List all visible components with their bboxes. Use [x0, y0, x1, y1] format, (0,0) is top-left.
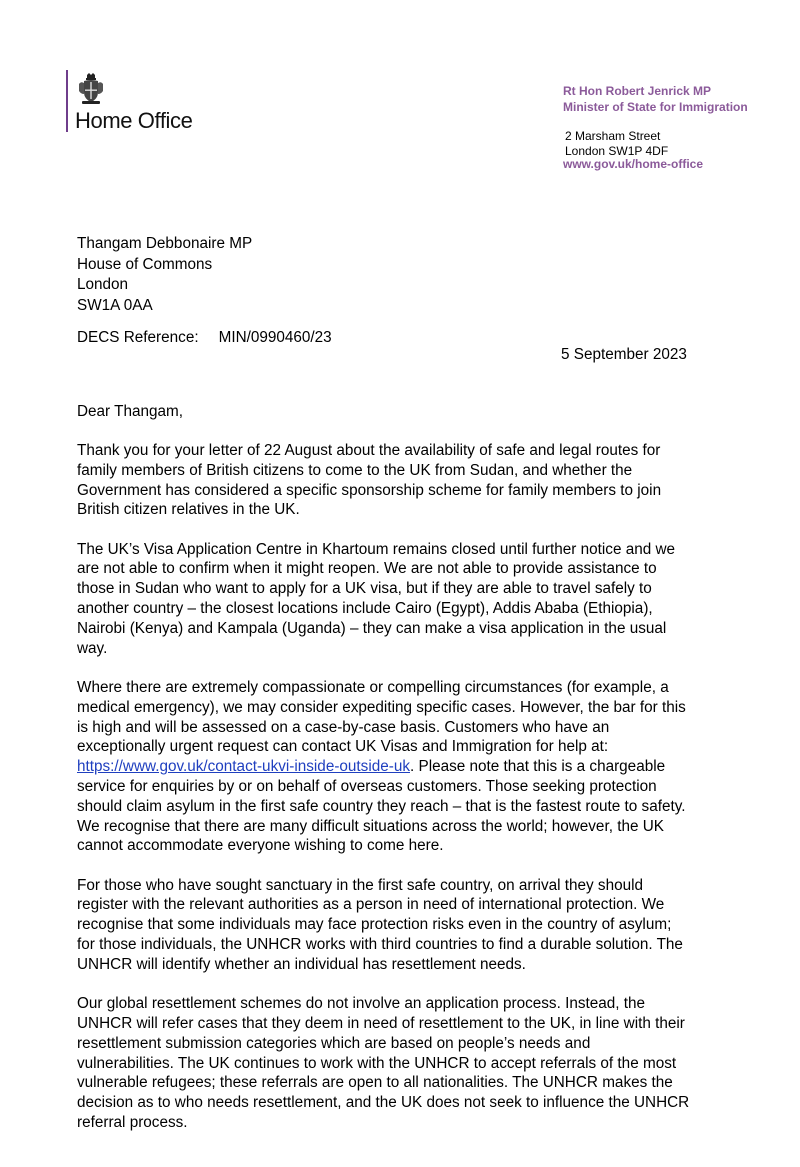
- text-line: way.: [77, 639, 108, 657]
- text-line: Nairobi (Kenya) and Kampala (Uganda) – they can make a visa application in the usual: [77, 619, 667, 637]
- recipient-postcode: SW1A 0AA: [77, 296, 153, 314]
- paragraph: [77, 540, 737, 659]
- minister-block: [563, 84, 748, 115]
- text-line: exceptionally urgent request can contact UK Visas and Immigration for help at:: [77, 738, 609, 756]
- decs-reference: [77, 329, 332, 347]
- text-line: For those who have sought sanctuary in the first safe country, on arrival they should: [77, 876, 643, 894]
- sender-address: [565, 129, 668, 159]
- recipient-address: [77, 234, 252, 316]
- letter-date: 5 September 2023: [561, 346, 687, 363]
- reference-value: MIN/0990460/23: [218, 329, 332, 346]
- address-line: London SW1P 4DF: [565, 144, 669, 158]
- text-line: family members of British citizens to come to the UK from Sudan, and whether the: [77, 461, 633, 479]
- text-line: Where there are extremely compassionate or compelling circumstances (for example, a: [77, 678, 669, 696]
- paragraph: [77, 678, 737, 856]
- ukvi-contact-link[interactable]: https://www.gov.uk/contact-ukvi-inside-outside-uk: [77, 758, 410, 776]
- text-line: recognise that some individuals may face protection risks even in the country of asylum;: [77, 916, 672, 934]
- text-line: cannot accommodate everyone wishing to come here.: [77, 837, 444, 855]
- reference-label: DECS Reference:: [77, 329, 199, 346]
- text-line: resettlement submission categories which are based on people’s needs and: [77, 1034, 591, 1052]
- address-line: 2 Marsham Street: [565, 129, 661, 143]
- text-line: register with the relevant authorities as a person in need of international protection. We: [77, 896, 665, 914]
- text-line: The UK’s Visa Application Centre in Khartoum remains closed until further notice and we: [77, 540, 676, 558]
- text-line: are not able to confirm when it might reopen. We are not able to provide assistance to: [77, 560, 657, 578]
- letter-body: [77, 441, 737, 1152]
- logo-text: Home Office: [75, 108, 193, 133]
- text-line: service for enquiries by or on behalf of overseas customers. Those seeking protection: [77, 777, 657, 795]
- text-line: UNHCR will refer cases that they deem in need of resettlement to the UK, in line with their: [77, 1014, 685, 1032]
- text-line: Thank you for your letter of 22 August about the availability of safe and legal routes for: [77, 442, 661, 459]
- website-link[interactable]: www.gov.uk/home-office: [563, 157, 704, 171]
- link-trailing-text: . Please note that this is a chargeable: [410, 758, 666, 776]
- text-line: [77, 757, 737, 777]
- logo-rule: [66, 70, 68, 132]
- text-line: vulnerable refugees; these referrals are open to all nationalities. The UNHCR makes the: [77, 1074, 673, 1092]
- text-line: another country – the closest locations include Cairo (Egypt), Addis Ababa (Ethiopia),: [77, 600, 653, 618]
- text-line: medical emergency), we may consider expediting specific cases. However, the bar for this: [77, 698, 686, 716]
- paragraph: [77, 994, 737, 1133]
- text-line: for those individuals, the UNHCR works with third countries to find a durable solution. The: [77, 936, 683, 954]
- text-line: those in Sudan who want to apply for a UK visa, but if they are able to travel safely to: [77, 580, 652, 598]
- text-line: decision as to who needs resettlement, and the UK does not seek to influence the UNHCR: [77, 1094, 690, 1112]
- recipient-name: Thangam Debbonaire MP: [77, 235, 253, 252]
- salutation: Dear Thangam,: [77, 403, 184, 420]
- minister-title: Minister of State for Immigration: [563, 99, 748, 114]
- paragraph: [77, 441, 737, 520]
- recipient-line: London: [77, 276, 129, 293]
- paragraph: [77, 876, 737, 975]
- text-line: is high and will be assessed on a case-by-case basis. Customers who have an: [77, 718, 610, 736]
- text-line: Government has considered a specific sponsorship scheme for family members to join: [77, 481, 662, 499]
- text-line: UNHCR will identify whether an individual has resettlement needs.: [77, 955, 526, 973]
- text-line: We recognise that there are many difficult situations across the world; however, the UK: [77, 817, 664, 835]
- text-line: referral process.: [77, 1113, 188, 1131]
- home-office-logo: [66, 70, 246, 134]
- text-line: should claim asylum in the first safe country they reach – that is the fastest route to safety.: [77, 797, 686, 815]
- royal-crest-icon: [76, 72, 106, 106]
- minister-name: Rt Hon Robert Jenrick MP: [563, 84, 712, 98]
- text-line: vulnerabilities. The UK continues to work with the UNHCR to accept referrals of the most: [77, 1054, 677, 1072]
- recipient-line: House of Commons: [77, 255, 213, 273]
- text-line: British citizen relatives in the UK.: [77, 501, 300, 519]
- text-line: Our global resettlement schemes do not involve an application process. Instead, the: [77, 995, 646, 1013]
